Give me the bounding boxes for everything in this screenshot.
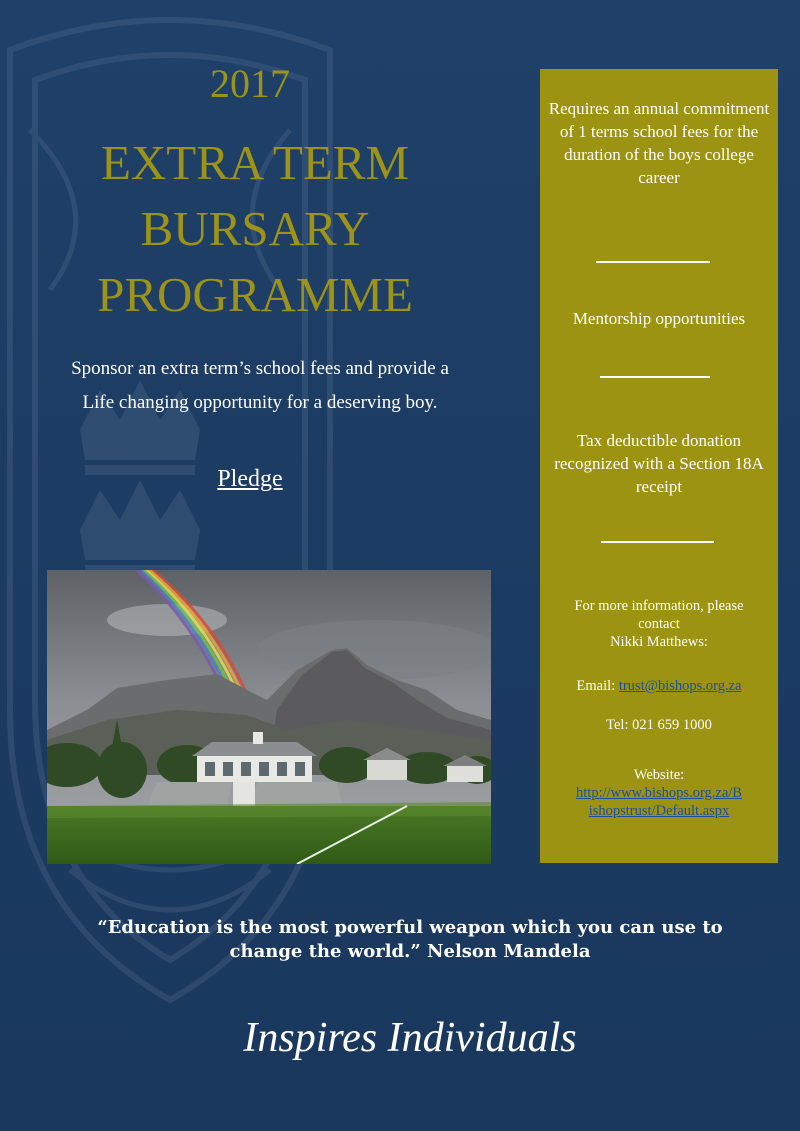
intro-line: Life changing opportunity for a deserving boy. xyxy=(82,392,438,413)
mandela-quote xyxy=(40,916,780,964)
title-line: EXTRA TERM xyxy=(100,135,410,190)
programme-title xyxy=(40,130,470,328)
sidebar-divider xyxy=(600,376,710,378)
info-sidebar xyxy=(540,69,778,863)
sidebar-divider xyxy=(596,261,710,263)
website-link-line: http://www.bishops.org.za/B xyxy=(576,785,742,801)
contact-block xyxy=(546,597,772,651)
campus-photo-image xyxy=(47,570,491,864)
quote-line: “Education is the most powerful weapon which you can use to xyxy=(97,917,723,938)
email-link[interactable]: trust@bishops.org.za xyxy=(618,678,742,694)
intro-line: Sponsor an extra term’s school fees and provide a xyxy=(71,358,449,379)
contact-intro: For more information, please contact xyxy=(574,598,744,632)
quote-line: change the world.” Nelson Mandela xyxy=(229,941,591,962)
email-label: Email: xyxy=(576,678,616,694)
programme-year: 2017 xyxy=(210,61,290,106)
website-block xyxy=(546,766,772,820)
sidebar-divider xyxy=(601,541,714,543)
intro-text xyxy=(30,352,490,420)
mentorship-text: Mentorship opportunities xyxy=(572,309,746,328)
title-line: PROGRAMME xyxy=(97,267,413,322)
pledge-link[interactable]: Pledge xyxy=(217,466,283,492)
tax-text: Tax deductible donation recognized with a Section 18A receipt xyxy=(554,431,764,496)
website-link-line: ishopstrust/Default.aspx xyxy=(588,803,730,819)
tel-text: Tel: 021 659 1000 xyxy=(606,717,712,733)
website-label: Website: xyxy=(633,767,685,783)
email-row xyxy=(546,677,772,695)
website-link[interactable] xyxy=(546,784,772,820)
tagline: Inspires Individuals xyxy=(243,1015,577,1061)
contact-name: Nikki Matthews: xyxy=(610,634,708,650)
commitment-text: Requires an annual commitment of 1 terms school fees for the duration of the boys college career xyxy=(548,99,770,187)
campus-photo xyxy=(47,570,491,864)
title-line: BURSARY xyxy=(140,201,370,256)
